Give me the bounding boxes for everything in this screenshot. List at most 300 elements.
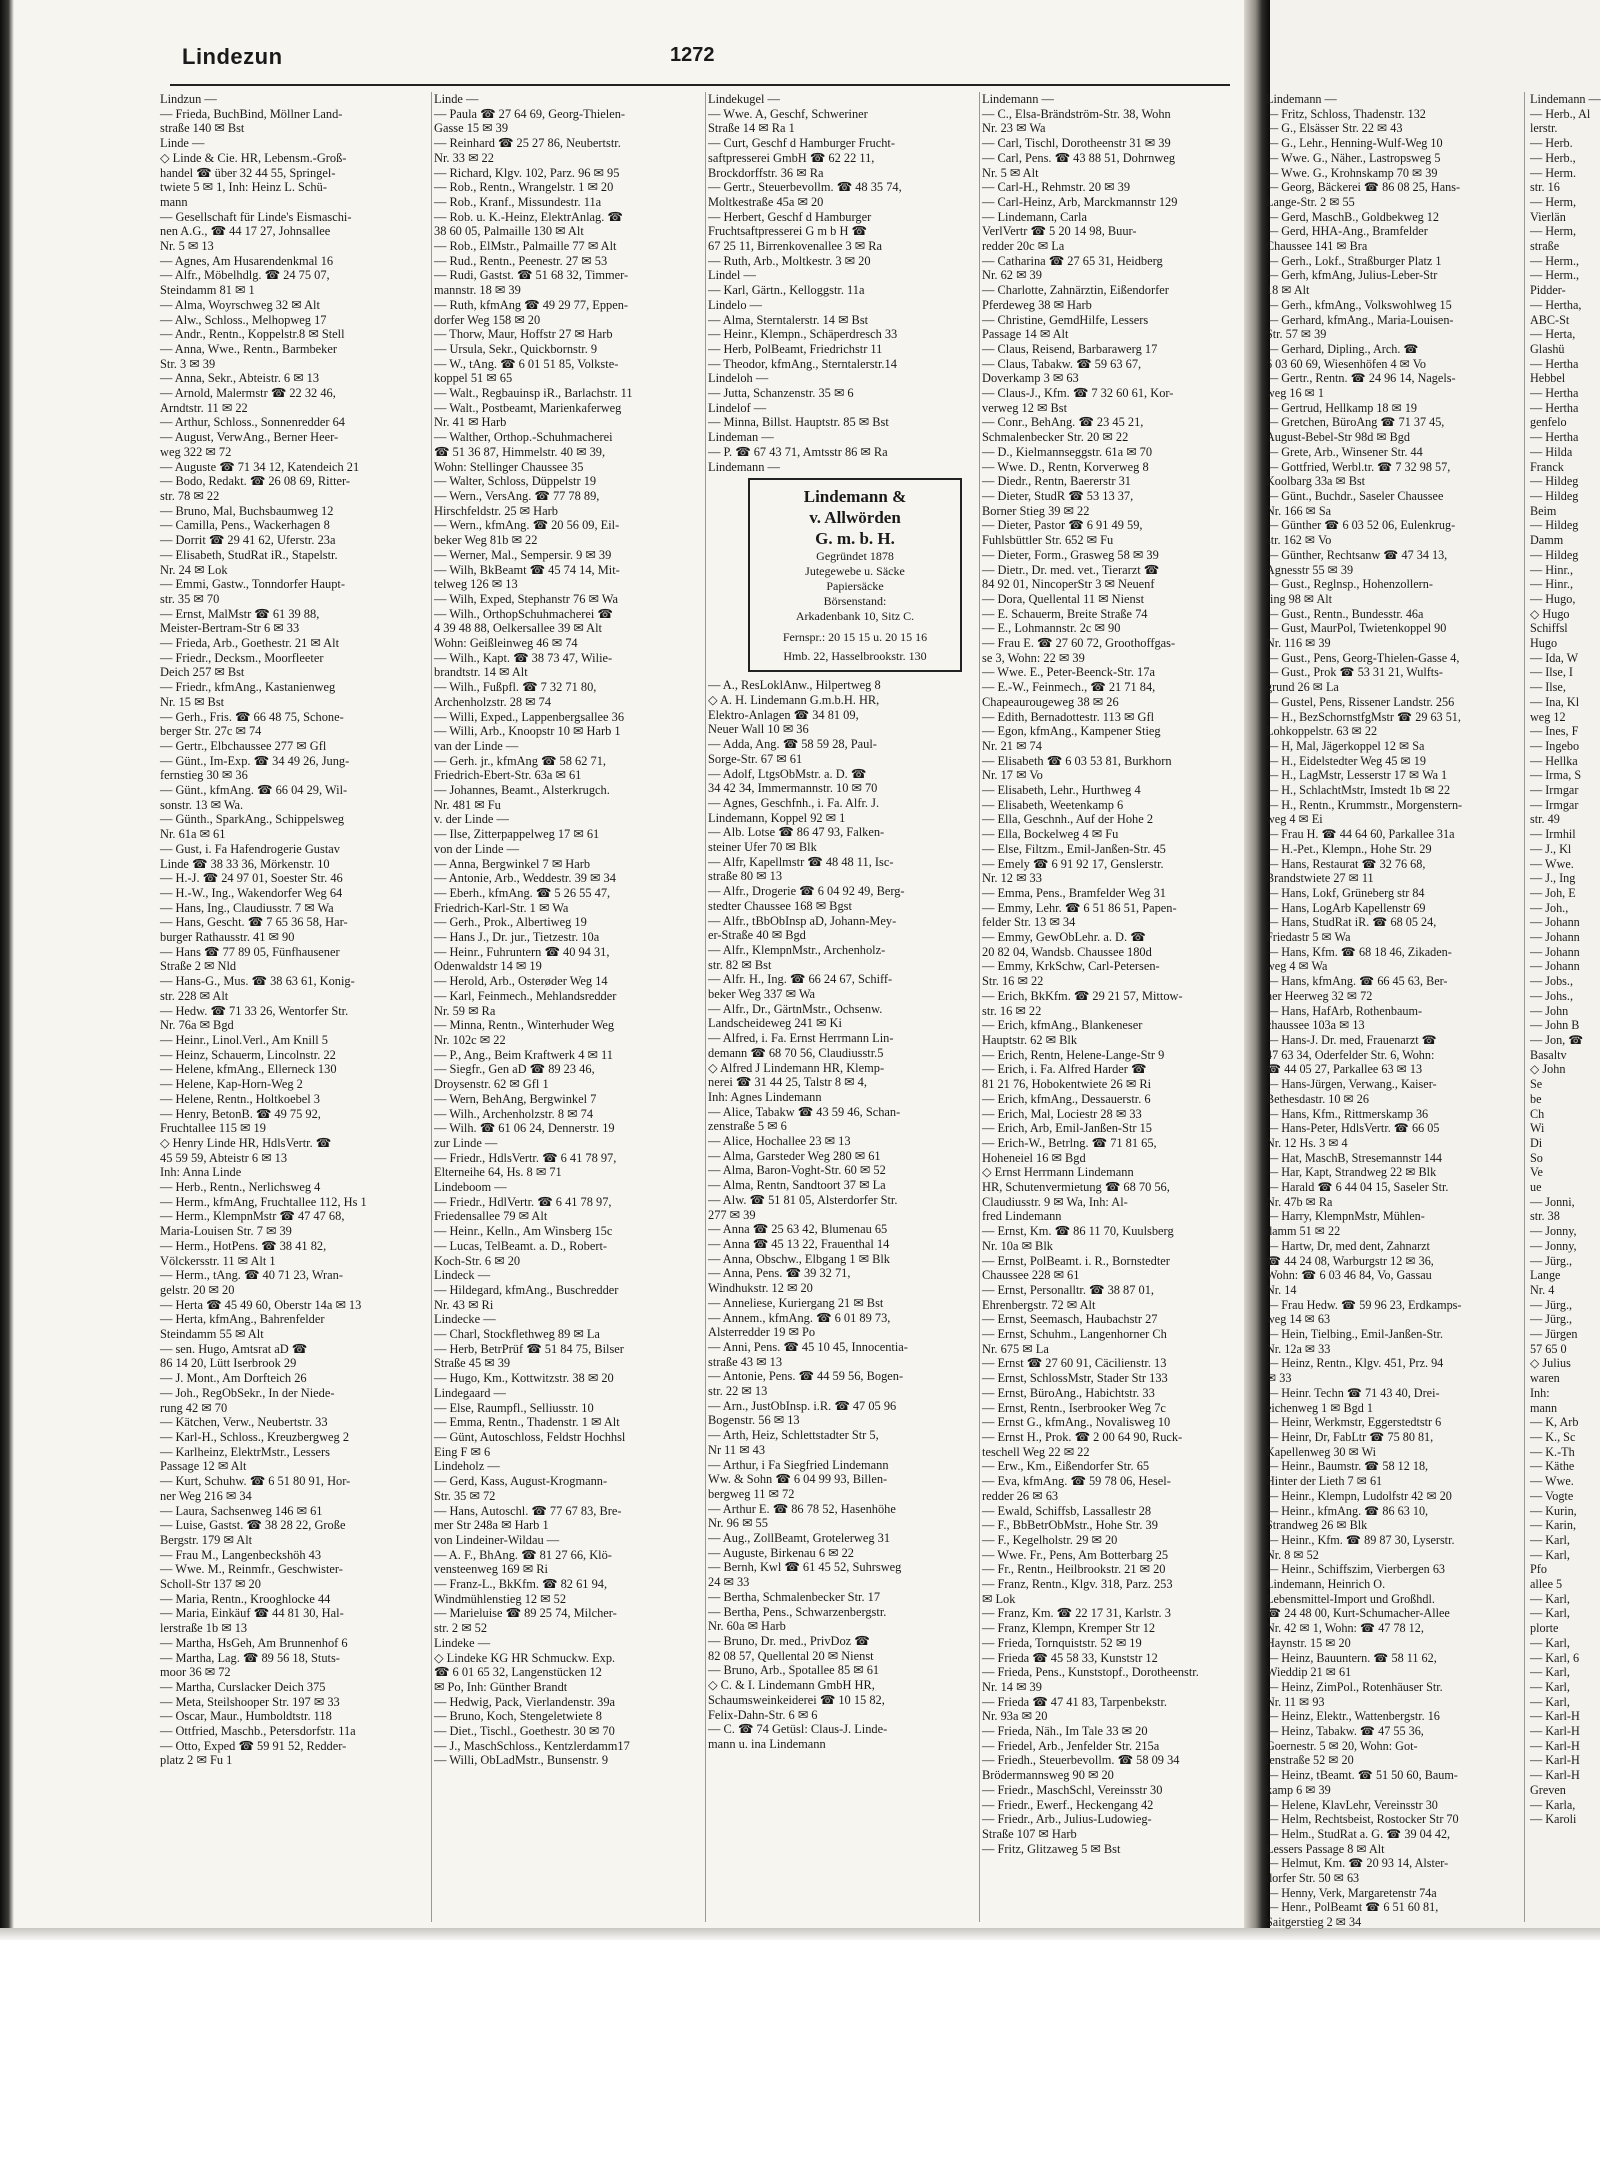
column-3-top-entries [708,92,968,474]
directory-entry: — Frieda, Arb., Goethestr. 21 ✉ Alt [160,636,340,651]
directory-entry: — Dora, Quellental 11 ✉ Nienst [982,591,1145,606]
directory-entry: — Günt., Im-Exp. ☎ 34 49 26, Jung- [160,753,350,768]
directory-entry: — Herta, kfmAng., Bahrenfelder [160,1312,325,1327]
directory-entry: Nr. 12a ✉ 33 [1266,1341,1331,1356]
directory-entry: — Karl-H [1530,1753,1580,1768]
directory-entry: lerstraße 1b ✉ 13 [160,1621,248,1636]
directory-entry: — Wilh., Kapt. ☎ 38 73 47, Wilie- [434,650,613,665]
directory-entry: — Hat, MaschB, Stresemannstr 144 [1266,1150,1443,1165]
directory-entry: — Georg, Bäckerei ☎ 86 08 25, Hans- [1266,180,1461,195]
directory-entry: Beim [1530,503,1557,518]
directory-entry: 6 03 60 69, Wiesenhöfen 4 ✉ Vo [1266,356,1427,371]
directory-entry: — Anna, Obschw., Elbgang 1 ✉ Blk [708,1251,890,1266]
directory-entry: — Alma, Garsteder Weg 280 ✉ 61 [708,1148,881,1163]
directory-entry: — Martha, Lag. ☎ 89 56 18, Stuts- [160,1650,340,1665]
directory-entry: Lindeck — [434,1268,491,1283]
directory-entry: — Marieluise ☎ 89 25 74, Milcher- [434,1606,617,1621]
directory-entry: — K., Sc [1530,1429,1576,1444]
directory-entry: Hugo [1530,636,1558,651]
directory-entry: — H., Eidelstedter Weg 45 ✉ 19 [1266,753,1426,768]
directory-entry: — K, Arb [1530,1415,1579,1430]
directory-entry: — Maria, Einkäuf ☎ 44 81 30, Hal- [160,1606,344,1621]
directory-entry: — Karl, [1530,1547,1570,1562]
directory-entry: Lindegaard — [434,1385,506,1400]
directory-entry: — Karin, [1530,1518,1577,1533]
directory-entry: — Kurt, Schuhw. ☎ 6 51 80 91, Hor- [160,1474,351,1489]
directory-column-1 [160,92,420,1922]
directory-entry: ue [1530,1180,1542,1195]
directory-entry: ✉ Lok [982,1591,1016,1606]
directory-entry: — Ernst, Personalltr. ☎ 38 87 01, [982,1282,1155,1297]
directory-entry: Wohn: ☎ 6 03 46 84, Vo, Gassau [1266,1268,1432,1283]
directory-entry: platz 2 ✉ Fu 1 [160,1753,233,1768]
directory-entry: Wieddip 21 ✉ 61 [1266,1665,1352,1680]
directory-entry: — Herm. [1530,165,1577,180]
directory-entry: — Joh., RegObSekr., In der Niede- [160,1385,335,1400]
directory-entry: Lebensmittel-Import und Großhdl. [1266,1591,1435,1606]
directory-entry: — Heinr., Schiffszim, Vierbergen 63 [1266,1562,1446,1577]
directory-entry: — Ella, Bockelweg 4 ✉ Fu [982,827,1119,842]
directory-entry: — Gerh., kfmAng., Volkswohlweg 15 [1266,297,1452,312]
directory-entry: — Camilla, Pens., Wackerhagen 8 [160,518,330,533]
directory-entry: — Heinz, Schauerm, Lincolnstr. 22 [160,1047,336,1062]
directory-entry: — Wwe. Fr., Pens, Am Botterbarg 25 [982,1547,1169,1562]
directory-entry: — Gust, MaurPol, Twietenkoppel 90 [1266,621,1447,636]
directory-entry: zur Linde — [434,1135,498,1150]
directory-entry: Elektro-Anlagen ☎ 34 81 09, [708,707,859,722]
directory-entry: — Else, Raumpfl., Selliusstr. 10 [434,1400,594,1415]
directory-entry: — Elisabeth, Lehr., Hurthweg 4 [982,783,1141,798]
directory-entry: Nr. 62 ✉ 39 [982,268,1042,283]
directory-entry: — H., LagMstr, Lesserstr 17 ✉ Wa 1 [1266,768,1448,783]
directory-entry: twiete 5 ✉ 1, Inh: Heinz L. Schü- [160,180,327,195]
directory-entry: — Alfr., tBbObInsp aD, Johann-Mey- [708,913,897,928]
directory-entry: — Hildegard, kfmAng., Buschredder [434,1282,619,1297]
directory-entry: 18 ✉ Alt [1266,283,1310,298]
directory-entry: Scholl-Str 137 ✉ 20 [160,1577,261,1592]
directory-entry: — Oscar, Maur., Humboldtstr. 118 [160,1709,332,1724]
directory-entry: Agnesstr 55 ✉ 39 [1266,562,1354,577]
directory-entry: — Joh., [1530,900,1569,915]
directory-entry: — W., tAng. ☎ 6 01 51 85, Volkste- [434,356,619,371]
directory-entry: — Herb. [1530,136,1573,151]
directory-entry: str. 162 ✉ Vo [1266,533,1332,548]
directory-entry: — Egon, kfmAng., Kampener Stieg [982,724,1161,739]
directory-entry: ◇ C. & I. Lindemann GmbH HR, [708,1678,875,1693]
directory-entry: Nr. 41 ✉ Harb [434,415,507,430]
directory-entry: ner Heerweg 32 ✉ 72 [1266,988,1373,1003]
directory-entry: — Herb, PolBeamt, Friedrichstr 11 [708,341,883,356]
directory-entry: — Lucas, TelBeamt. a. D., Robert- [434,1238,608,1253]
directory-entry: — Hans, Gescht. ☎ 7 65 36 58, Har- [160,915,348,930]
directory-entry: Saitgerstieg 2 ✉ 34 [1266,1915,1362,1930]
directory-entry: — E., Lohmannstr. 2c ✉ 90 [982,621,1121,636]
directory-entry: — Herm, [1530,224,1577,239]
directory-entry: — F., Kegelholstr. 29 ✉ 20 [982,1532,1118,1547]
directory-entry: — Auguste, Birkenau 6 ✉ 22 [708,1545,854,1560]
directory-entry: — Wwe. A, Geschf, Schweriner [708,106,868,121]
directory-entry: — Dorrit ☎ 29 41 62, Uferstr. 23a [160,533,336,548]
directory-entry: str. 16 [1530,180,1560,195]
directory-entry: str. 38 [1530,1209,1560,1224]
directory-entry: — Ernst G., kfmAng., Novalisweg 10 [982,1415,1171,1430]
directory-entry: — H, Mal, Jägerkoppel 12 ✉ Sa [1266,738,1425,753]
directory-entry: — Herm., [1530,253,1580,268]
directory-entry: burger Rathausstr. 41 ✉ 90 [160,930,295,945]
directory-entry: — Ruth, Arb., Moltkestr. 3 ✉ 20 [708,253,871,268]
directory-entry: weg 4 ✉ Wa [1266,959,1328,974]
directory-entry: — Bruno, Dr. med., PrivDoz ☎ [708,1633,870,1648]
directory-entry: — Franz, Klempn, Kremper Str 12 [982,1621,1156,1636]
directory-entry: ◇ Alfred J Lindemann HR, Klemp- [708,1060,885,1075]
directory-entry: — P. ☎ 67 43 71, Amtsstr 86 ✉ Ra [708,444,888,459]
directory-entry: — Christine, GemdHilfe, Lessers [982,312,1149,327]
directory-entry: Nr. 76a ✉ Bgd [160,1018,234,1033]
directory-entry: — Lindemann, Carla [982,209,1087,224]
directory-entry: — Karl, 6 [1530,1650,1580,1665]
directory-entry: — Ernst, Km. ☎ 86 11 70, Kuulsberg [982,1224,1174,1239]
directory-entry: Nr. 17 ✉ Vo [982,768,1043,783]
directory-entry: Passage 12 ✉ Alt [160,1459,247,1474]
directory-entry: Nr. 12 ✉ 33 [982,871,1042,886]
directory-entry: Lindemann — [1266,92,1337,106]
directory-entry: Felix-Dahn-Str. 6 ✉ 6 [708,1707,818,1722]
directory-entry: — Erich, kfmAng., Blankeneser [982,1018,1143,1033]
directory-entry: beker Weg 337 ✉ Wa [708,987,816,1002]
directory-entry: — Frau H. ☎ 44 64 60, Parkallee 31a [1266,827,1455,842]
directory-entry: Se [1530,1077,1543,1092]
directory-entry: — Günther, Rechtsanw ☎ 47 34 13, [1266,547,1448,562]
directory-entry: Lohkoppelstr. 63 ✉ 22 [1266,724,1378,739]
directory-entry: Nr. 61a ✉ 61 [160,827,226,842]
directory-entry: Arndtstr. 11 ✉ 22 [160,400,248,415]
directory-entry: — Friedr., HdlsVertr. ☎ 6 41 78 97, [434,1150,617,1165]
directory-entry: ☎ 44 05 27, Parkallee 63 ✉ 13 [1266,1062,1423,1077]
directory-entry: Lindeloh — [708,371,769,386]
directory-entry: — Jürg., [1530,1297,1573,1312]
directory-entry: 38 60 05, Palmaille 130 ✉ Alt [434,224,584,239]
directory-entry: — Arth, Heiz, Schlettstadter Str 5, [708,1428,879,1443]
directory-entry: — H., BezSchornstfgMstr ☎ 29 63 51, [1266,709,1461,724]
directory-entry: — Helene, Rentn., Holtkoebel 3 [160,1091,321,1106]
directory-entry: nen A.G., ☎ 44 17 27, Johnsallee [160,224,331,239]
directory-entry: — Friedr., HdlVertr. ☎ 6 41 78 97, [434,1194,612,1209]
directory-entry: — J. Mont., Am Dorfteich 26 [160,1371,307,1386]
directory-entry: — Gerh, kfmAng, Julius-Leber-Str [1266,268,1438,283]
directory-entry: — Willi, Arb., Knoopstr 10 ✉ Harb 1 [434,724,621,739]
directory-entry: 57 65 0 [1530,1341,1567,1356]
directory-entry: — Wwe. G., Näher., Lastropsweg 5 [1266,150,1441,165]
directory-entry: ☎ 51 36 87, Himmelstr. 40 ✉ 39, [434,444,606,459]
directory-column-3 [708,92,968,1922]
directory-entry: — Ursula, Sekr., Quickbornstr. 9 [434,341,598,356]
directory-entry: Nr. 11 ✉ 93 [1266,1694,1325,1709]
directory-entry: mer Str 248a ✉ Harb 1 [434,1518,549,1533]
directory-entry: grund 26 ✉ La [1266,680,1339,695]
directory-entry: Nr. 59 ✉ Ra [434,1003,496,1018]
directory-entry: — Heinr., Klempn., Schäperdresch 33 [708,327,898,342]
directory-entry: — Siegfr., Gen aD ☎ 89 23 46, [434,1062,595,1077]
directory-entry: — D., Kielmannseggstr. 61a ✉ 70 [982,444,1153,459]
directory-entry: Nr. 60a ✉ Harb [708,1619,786,1634]
directory-entry: 47 63 34, Oderfelder Str. 6, Wohn: [1266,1047,1435,1062]
directory-entry: — Gerh. jr., kfmAng ☎ 58 62 71, [434,753,607,768]
directory-entry: — Walther, Orthop.-Schuhmacherei [434,430,613,445]
directory-entry: straße [1530,239,1560,254]
directory-entry: — Hans, Kfm. ☎ 68 18 46, Zikaden- [1266,944,1452,959]
directory-entry: — Fritz, Schloss, Thadenstr. 132 [1266,106,1426,121]
directory-entry: — Richard, Klgv. 102, Parz. 96 ✉ 95 [434,165,620,180]
directory-column-4 [982,92,1242,1922]
directory-entry: — Karoli [1530,1812,1577,1827]
directory-entry: telweg 126 ✉ 13 [434,577,518,592]
directory-entry: Schiffsl [1530,621,1568,636]
directory-entry: Nr. 102c ✉ 22 [434,1033,506,1047]
directory-entry: — Agnes, Am Husarendenkmal 16 [160,253,334,268]
directory-entry: — Joh, E [1530,885,1576,900]
directory-entry: — Antonie, Pens. ☎ 44 59 56, Bogen- [708,1369,904,1384]
directory-entry: weg 16 ✉ 1 [1266,386,1324,401]
directory-entry: — Bruno, Arb., Spotallee 85 ✉ 61 [708,1663,880,1678]
directory-entry: 277 ✉ 39 [708,1207,756,1222]
directory-entry: — Ina, Kl [1530,694,1580,709]
directory-entry: Hirschfeldstr. 25 ✉ Harb [434,503,558,518]
directory-entry: — Anna ☎ 45 13 22, Frauenthal 14 [708,1237,890,1251]
directory-entry: Friedrich-Karl-Str. 1 ✉ Wa [434,900,569,915]
directory-entry: — Elisabeth, Weetenkamp 6 [982,797,1124,812]
directory-entry: — Wwe. [1530,1474,1574,1489]
directory-entry: — Irma, S [1530,768,1582,783]
directory-entry: — Franz-L., BkKfm. ☎ 82 61 94, [434,1577,608,1592]
ad-company-name: G. m. b. H. [815,529,895,549]
directory-entry: — Ella, Geschnh., Auf der Hohe 2 [982,812,1154,827]
directory-entry: ☎ 24 48 00, Kurt-Schumacher-Allee [1266,1606,1450,1621]
directory-entry: — Karl, Feinmech., Mehlandsredder [434,988,617,1003]
directory-entry: verweg 12 ✉ Bst [982,400,1068,415]
directory-entry: — H.-Pet., Klempn., Hohe Str. 29 [1266,841,1432,856]
directory-entry: — Heinr., Kelln., Am Winsberg 15c [434,1224,613,1239]
directory-entry: — Arthur, i Fa Siegfried Lindemann [708,1457,889,1472]
directory-entry: saftpresserei GmbH ☎ 62 22 11, [708,150,875,165]
directory-entry: Nr. 5 ✉ Alt [982,165,1039,180]
directory-entry: — Carl, Tischl, Dorotheenstr 31 ✉ 39 [982,136,1171,151]
directory-entry: 67 25 11, Birrenkovenallee 3 ✉ Ra [708,239,883,254]
directory-entry: brandtstr. 14 ✉ Alt [434,665,528,680]
directory-entry: — Rob., ElMstr., Palmaille 77 ✉ Alt [434,239,617,254]
directory-entry: — Hans, kfmAng. ☎ 66 45 63, Ber- [1266,974,1448,989]
directory-entry: — Fr., Rentn., Heilbrookstr. 21 ✉ 20 [982,1562,1166,1577]
directory-entry: — Ida, W [1530,650,1579,665]
directory-entry: — Heinz, Rentn., Klgv. 451, Prz. 94 [1266,1356,1444,1371]
directory-entry: — Karl, [1530,1679,1570,1694]
directory-entry: Nr. 14 ✉ 39 [982,1679,1042,1694]
directory-entry: — Günt., kfmAng. ☎ 66 04 29, Wil- [160,783,348,798]
directory-entry: — Harry, KlempnMstr, Mühlen- [1266,1209,1425,1224]
bottom-margin [0,1940,1600,2177]
directory-entry: — Wwe. E., Peter-Beenck-Str. 17a [982,665,1155,680]
directory-entry: — Gerh., Lokf., Straßburger Platz 1 [1266,253,1442,268]
directory-entry: — Alice, Tabakw ☎ 43 59 46, Schan- [708,1104,901,1119]
directory-entry: — Henny, Verk, Margaretenstr 74a [1266,1885,1437,1900]
directory-entry: — Karl, [1530,1694,1570,1709]
directory-entry: 84 92 01, NincoperStr 3 ✉ Neuenf [982,577,1155,592]
right-page-column-2 [1530,92,1600,1922]
directory-entry: — J., MaschSchloss., Kentzlerdamm17 [434,1738,630,1753]
directory-entry: — August, VerwAng., Berner Heer- [160,430,339,445]
directory-entry: — Herbert, Geschf d Hamburger [708,209,872,224]
directory-entry: Linde ☎ 38 33 36, Mörkenstr. 10 [160,856,330,871]
directory-entry: ✉ Po, Inh: Günther Brandt [434,1679,568,1694]
directory-entry: — Heinr., Kfm. ☎ 89 87 30, Lyserstr. [1266,1532,1455,1547]
directory-entry: — Günt, Autoschloss, Feldstr Hochhsl [434,1429,626,1444]
directory-entry: Brockdorffstr. 36 ✉ Ra [708,165,824,180]
directory-entry: Nr. 96 ✉ 55 [708,1516,768,1531]
directory-entry: str. 228 ✉ Alt [160,988,229,1003]
directory-entry: — Alfr., KlempnMstr., Archenholz- [708,942,886,957]
directory-entry: — Minna, Rentn., Winterhuder Weg [434,1018,615,1033]
directory-entry: — Willi, Exped., Lappenbergsallee 36 [434,709,625,724]
directory-entry: Neuer Wall 10 ✉ 36 [708,722,809,737]
directory-entry: — John [1530,1003,1569,1018]
directory-entry: — Ernst, MalMstr ☎ 61 39 88, [160,606,320,621]
directory-entry: str. 2 ✉ 52 [434,1621,488,1636]
directory-entry: vensteenweg 169 ✉ Ri [434,1562,548,1577]
directory-entry: — Heinz, tBeamt. ☎ 51 50 60, Baum- [1266,1768,1458,1783]
directory-entry: Odenwaldstr 14 ✉ 19 [434,959,542,974]
directory-entry: von Lindeiner-Wildau — [434,1532,560,1547]
directory-entry: — Charlotte, Zahnärztin, Eißendorfer [982,283,1169,298]
directory-entry: Nr. 166 ✉ Sa [1266,503,1332,518]
directory-entry: — Erich, i. Fa. Alfred Harder ☎ [982,1062,1147,1077]
directory-entry: 81 21 76, Hobokentwiete 26 ✉ Ri [982,1077,1152,1092]
directory-entry: Haynstr. 15 ✉ 20 [1266,1635,1351,1650]
directory-entry: ◇ A. H. Lindemann G.m.b.H. HR, [708,692,880,707]
directory-entry: Str. 57 ✉ 39 [1266,327,1327,342]
directory-entry: — Alfr, Kapellmstr ☎ 48 48 11, Isc- [708,854,894,869]
directory-entry: Nr. 15 ✉ Bst [160,694,225,709]
directory-entry: — Gust., Rentn., Bundesstr. 46a [1266,606,1424,621]
directory-entry: bergweg 11 ✉ 72 [708,1486,795,1501]
directory-entry: — Karl, [1530,1665,1570,1680]
directory-column-2 [434,92,694,1922]
directory-entry: — Anna, Sekr., Abteistr. 6 ✉ 13 [160,371,320,386]
directory-entry: Nr. 14 [1266,1282,1297,1297]
directory-entry: — Hans, Restaurat ☎ 32 76 68, [1266,856,1426,871]
directory-entry: — Hans, StudRat iR. ☎ 68 05 24, [1266,915,1437,930]
directory-entry: — Herb., [1530,150,1576,165]
directory-entry: Steindamm 81 ✉ 1 [160,283,255,298]
directory-entry: — Emmy, GewObLehr. a. D. ☎ [982,930,1146,945]
running-head: Lindezun [182,44,283,69]
directory-entry: — Wilh., Archenholzstr. 8 ✉ 74 [434,1106,594,1121]
directory-entry: — Rob., Kranf., Missundestr. 11a [434,194,602,209]
directory-entry: — Alma, Woyrschweg 32 ✉ Alt [160,297,320,312]
directory-entry: — Bruno, Mal, Buchsbaumweg 12 [160,503,334,518]
directory-entry: Sorge-Str. 67 ✉ 61 [708,751,803,766]
directory-entry: ◇ John [1530,1062,1566,1077]
directory-entry: Friedrich-Ebert-Str. 63a ✉ 61 [434,768,582,783]
ad-products: Papiersäcke [826,579,884,594]
directory-entry: — Wilh., OrthopSchuhmacherei ☎ [434,606,613,621]
directory-entry: Nr. 5 ✉ 13 [160,239,214,254]
directory-entry: Di [1530,1135,1543,1150]
directory-entry: — Herm., HotPens. ☎ 38 41 82, [160,1238,327,1253]
directory-entry: Franck [1530,459,1564,474]
directory-entry: Landscheideweg 241 ✉ Ki [708,1016,842,1031]
directory-entry: ◇ Julius [1530,1356,1571,1371]
directory-entry: — Ottfried, Maschb., Petersdorfstr. 11a [160,1724,356,1739]
directory-entry: se 3, Wohn: 22 ✉ 39 [982,650,1085,665]
directory-entry: — Alice, Hochallee 23 ✉ 13 [708,1134,851,1149]
directory-entry: — Hans-J. Dr. med, Frauenarzt ☎ [1266,1033,1437,1047]
directory-entry: — Hertha [1530,430,1579,445]
directory-entry: — Diedr., Rentn, Baererstr 31 [982,474,1131,489]
directory-entry: — Gertr., Rentn. ☎ 24 96 14, Nagels- [1266,371,1456,386]
directory-entry: von der Linde — [434,841,519,856]
directory-entry: Lindecke — [434,1312,496,1327]
directory-entry: — Walt., Postbeamt, Marienkaferweg [434,400,622,415]
directory-entry: — Jonny, [1530,1224,1577,1239]
directory-entry: Nr. 42 ✉ 1, Wohn: ☎ 47 78 12, [1266,1621,1424,1636]
directory-entry: — Elisabeth, StudRat iR., Stapelstr. [160,547,338,562]
directory-entry: Windhukstr. 12 ✉ 20 [708,1281,813,1296]
directory-entry: — Meta, Steilshooper Str. 197 ✉ 33 [160,1694,340,1709]
directory-entry: — Minna, Billst. Hauptstr. 85 ✉ Bst [708,415,889,430]
directory-entry: Nr. 116 ✉ 39 [1266,636,1331,651]
directory-entry: ◇ Henry Linde HR, HdlsVertr. ☎ [160,1135,332,1150]
directory-entry: — Herm, [1530,194,1577,209]
directory-entry: Inh: Anna Linde [160,1165,242,1180]
directory-entry: — Dieter, StudR ☎ 53 13 37, [982,488,1134,503]
directory-entry: — Heinr., Baumstr. ☎ 58 12 18, [1266,1459,1429,1474]
directory-entry: — Thorw, Maur, Hoffstr 27 ✉ Harb [434,327,613,342]
directory-entry: be [1530,1091,1542,1106]
directory-entry: — Ernst, PolBeamt. i. R., Bornstedter [982,1253,1170,1268]
directory-entry: Straße 2 ✉ Nld [160,959,237,974]
directory-entry: Hinter der Lieth 7 ✉ 61 [1266,1474,1383,1489]
directory-entry: Kapellenweg 30 ✉ Wi [1266,1444,1377,1459]
directory-entry: — Gertr., Steuerbevollm. ☎ 48 35 74, [708,180,902,195]
directory-entry: — Wilh. ☎ 61 06 24, Dennerstr. 19 [434,1121,615,1136]
directory-entry: — Jonni, [1530,1194,1575,1209]
directory-entry: Wi [1530,1121,1545,1136]
directory-entry: — Emma, Pens., Bramfelder Weg 31 [982,885,1166,900]
directory-entry: stedter Chaussee 168 ✉ Bgst [708,898,852,913]
directory-entry: Greven [1530,1782,1566,1797]
directory-entry: — Rudi, Gastst. ☎ 51 68 32, Timmer- [434,268,629,283]
ad-products: Jutegewebe u. Säcke [805,564,905,579]
directory-entry: — Heinz, Bauuntern. ☎ 58 11 62, [1266,1650,1437,1665]
directory-entry: Nr. 10a ✉ Blk [982,1238,1053,1253]
directory-entry: straße 80 ✉ 13 [708,869,783,884]
ad-exchange-stand: Arkadenbank 10, Sitz C. [795,609,915,624]
directory-entry: — Erich, Rentn, Helene-Lange-Str 9 [982,1047,1165,1062]
directory-entry: ☎ 44 24 08, Warburgstr 12 ✉ 36, [1266,1253,1434,1268]
directory-entry: — Heinr, Werkmstr, Eggerstedtstr 6 [1266,1415,1442,1430]
directory-entry: Moltkestraße 45a ✉ 20 [708,194,824,209]
directory-entry: Lange [1530,1268,1561,1283]
directory-entry: — Erich, Mal, Lociestr 28 ✉ 33 [982,1106,1142,1121]
directory-entry: — Arn., JustObInsp. i.R. ☎ 47 05 96 [708,1398,897,1413]
directory-entry: Alsterredder 19 ✉ Po [708,1325,816,1340]
directory-entry: — Johannes, Beamt., Alsterkrugch. [434,783,610,798]
directory-entry: Chaussee 141 ✉ Bra [1266,239,1368,254]
directory-entry: Inh: [1530,1385,1550,1400]
directory-entry: — Auguste ☎ 71 34 12, Katendeich 21 [160,459,360,474]
directory-entry: — Hans, HafArb, Rothenbaum- [1266,1003,1423,1018]
directory-entry: Nr. 481 ✉ Fu [434,797,501,812]
directory-entry: redder 20c ✉ La [982,239,1065,254]
